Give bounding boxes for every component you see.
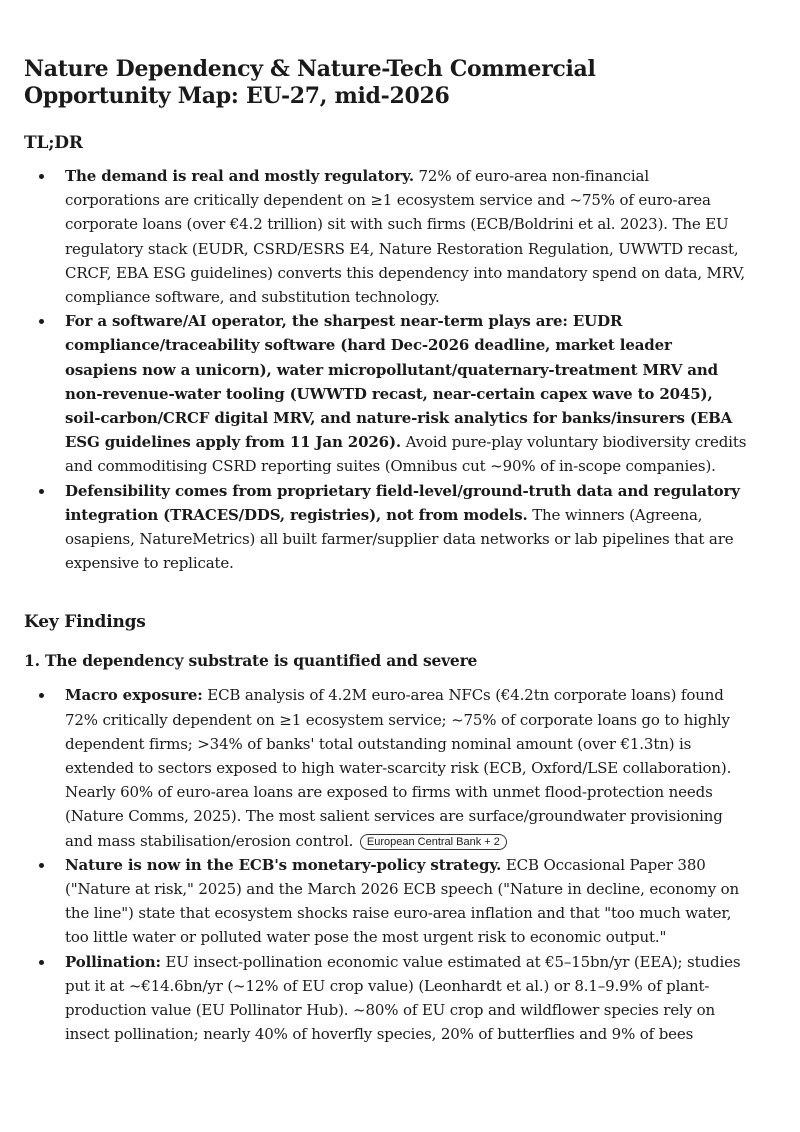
tldr-item-3-text: The winners (Agreena, osapiens, NatureMetrics) all built farmer/supplier data networks or lab pipelines that are expensive to replicate. — [65, 505, 734, 573]
tldr-item-3-lead: Defensibility comes from proprietary field-level/ground-truth data and regulatory integration (TRACES/DDS, registries), not from models. — [65, 481, 740, 524]
finding-item-macro-exposure-lead: Macro exposure: — [65, 686, 203, 705]
tldr-item-2-lead: For a software/AI operator, the sharpest near-term plays are: EUDR compliance/traceability software (hard Dec-2026 deadline, market leader osapiens now a unicorn), water micropollutant/quaternary-treatment MRV and non-revenue-water tooling (UWWTD recast, near-certain capex wave to 2045), soil-carbon/CRCF digital MRV, and nature-risk analytics for banks/insurers (EBA ESG guidelines apply from 11 Jan 2026). — [65, 312, 733, 452]
finding-item-ecb-strategy — [24, 853, 748, 950]
key-findings-section — [24, 611, 748, 1046]
finding-item-macro-exposure — [24, 683, 748, 852]
finding-item-pollination-lead: Pollination: — [65, 952, 161, 971]
finding-item-pollination-text: EU insect-pollination economic value estimated at €5–15bn/yr (EEA); studies put it at ~€14.6bn/yr (~12% of EU crop value) (Leonhardt et al.) or 8.1–9.9% of plant-production value (EU Pollinator Hub). ~80% of EU crop and wildflower species rely on insect pollination; nearly 40% of hoverfly species, 20% of butterflies and 9% of bees — [65, 952, 741, 1044]
tldr-item-1-text: 72% of euro-area non-financial corporations are critically dependent on ≥1 ecosystem service and ~75% of euro-area corporate loans (over €4.2 trillion) sit with such firms (ECB/Boldrini et al. 2023). The EU regulatory stack (EUDR, CSRD/ESRS E4, Nature Restoration Regulation, UWWTD recast, CRCF, EBA ESG guidelines) converts this dependency into mandatory spend on data, MRV, compliance software, and substitution technology. — [65, 167, 746, 307]
tldr-item-2-text: Avoid pure-play voluntary biodiversity credits and commoditising CSRD reporting suites (Omnibus cut ~90% of in-scope companies). — [65, 433, 747, 476]
finding-item-macro-exposure-text: ECB analysis of 4.2M euro-area NFCs (€4.2tn corporate loans) found 72% critically dependent on ≥1 ecosystem service; ~75% of corporate loans go to highly dependent firms; >34% of banks' total outstanding nominal amount (over €1.3tn) is extended to sectors exposed to high water-scarcity risk (ECB, Oxford/LSE collaboration). Nearly 60% of euro-area loans are exposed to firms with unmet flood-protection needs (Nature Comms, 2025). The most salient services are surface/groundwater provisioning and mass stabilisation/erosion control. — [65, 686, 732, 850]
citation-chip[interactable]: European Central Bank + 2 — [360, 834, 507, 850]
tldr-heading: TL;DR — [24, 133, 83, 153]
key-findings-heading: Key Findings — [24, 612, 146, 633]
tldr-section — [24, 132, 748, 575]
finding-item-pollination — [24, 950, 748, 1047]
tldr-item-1 — [24, 164, 748, 309]
finding-1-list — [24, 683, 748, 1046]
tldr-list — [24, 164, 748, 575]
tldr-item-1-lead: The demand is real and mostly regulatory. — [65, 167, 414, 185]
tldr-item-3 — [24, 479, 748, 576]
finding-item-ecb-strategy-lead: Nature is now in the ECB's monetary-policy strategy. — [65, 855, 502, 874]
finding-item-ecb-strategy-text: ECB Occasional Paper 380 ("Nature at risk," 2025) and the March 2026 ECB speech ("Nature in decline, economy on the line") state that ecosystem shocks raise euro-area inflation and that "too much water, too little water or polluted water pose the most urgent risk to economic output." — [65, 855, 740, 947]
document-title: Nature Dependency & Nature-Tech Commercial Opportunity Map: EU-27, mid-2026 — [24, 56, 596, 109]
finding-1-heading: 1. The dependency substrate is quantified and severe — [24, 651, 478, 671]
tldr-item-2 — [24, 309, 748, 478]
